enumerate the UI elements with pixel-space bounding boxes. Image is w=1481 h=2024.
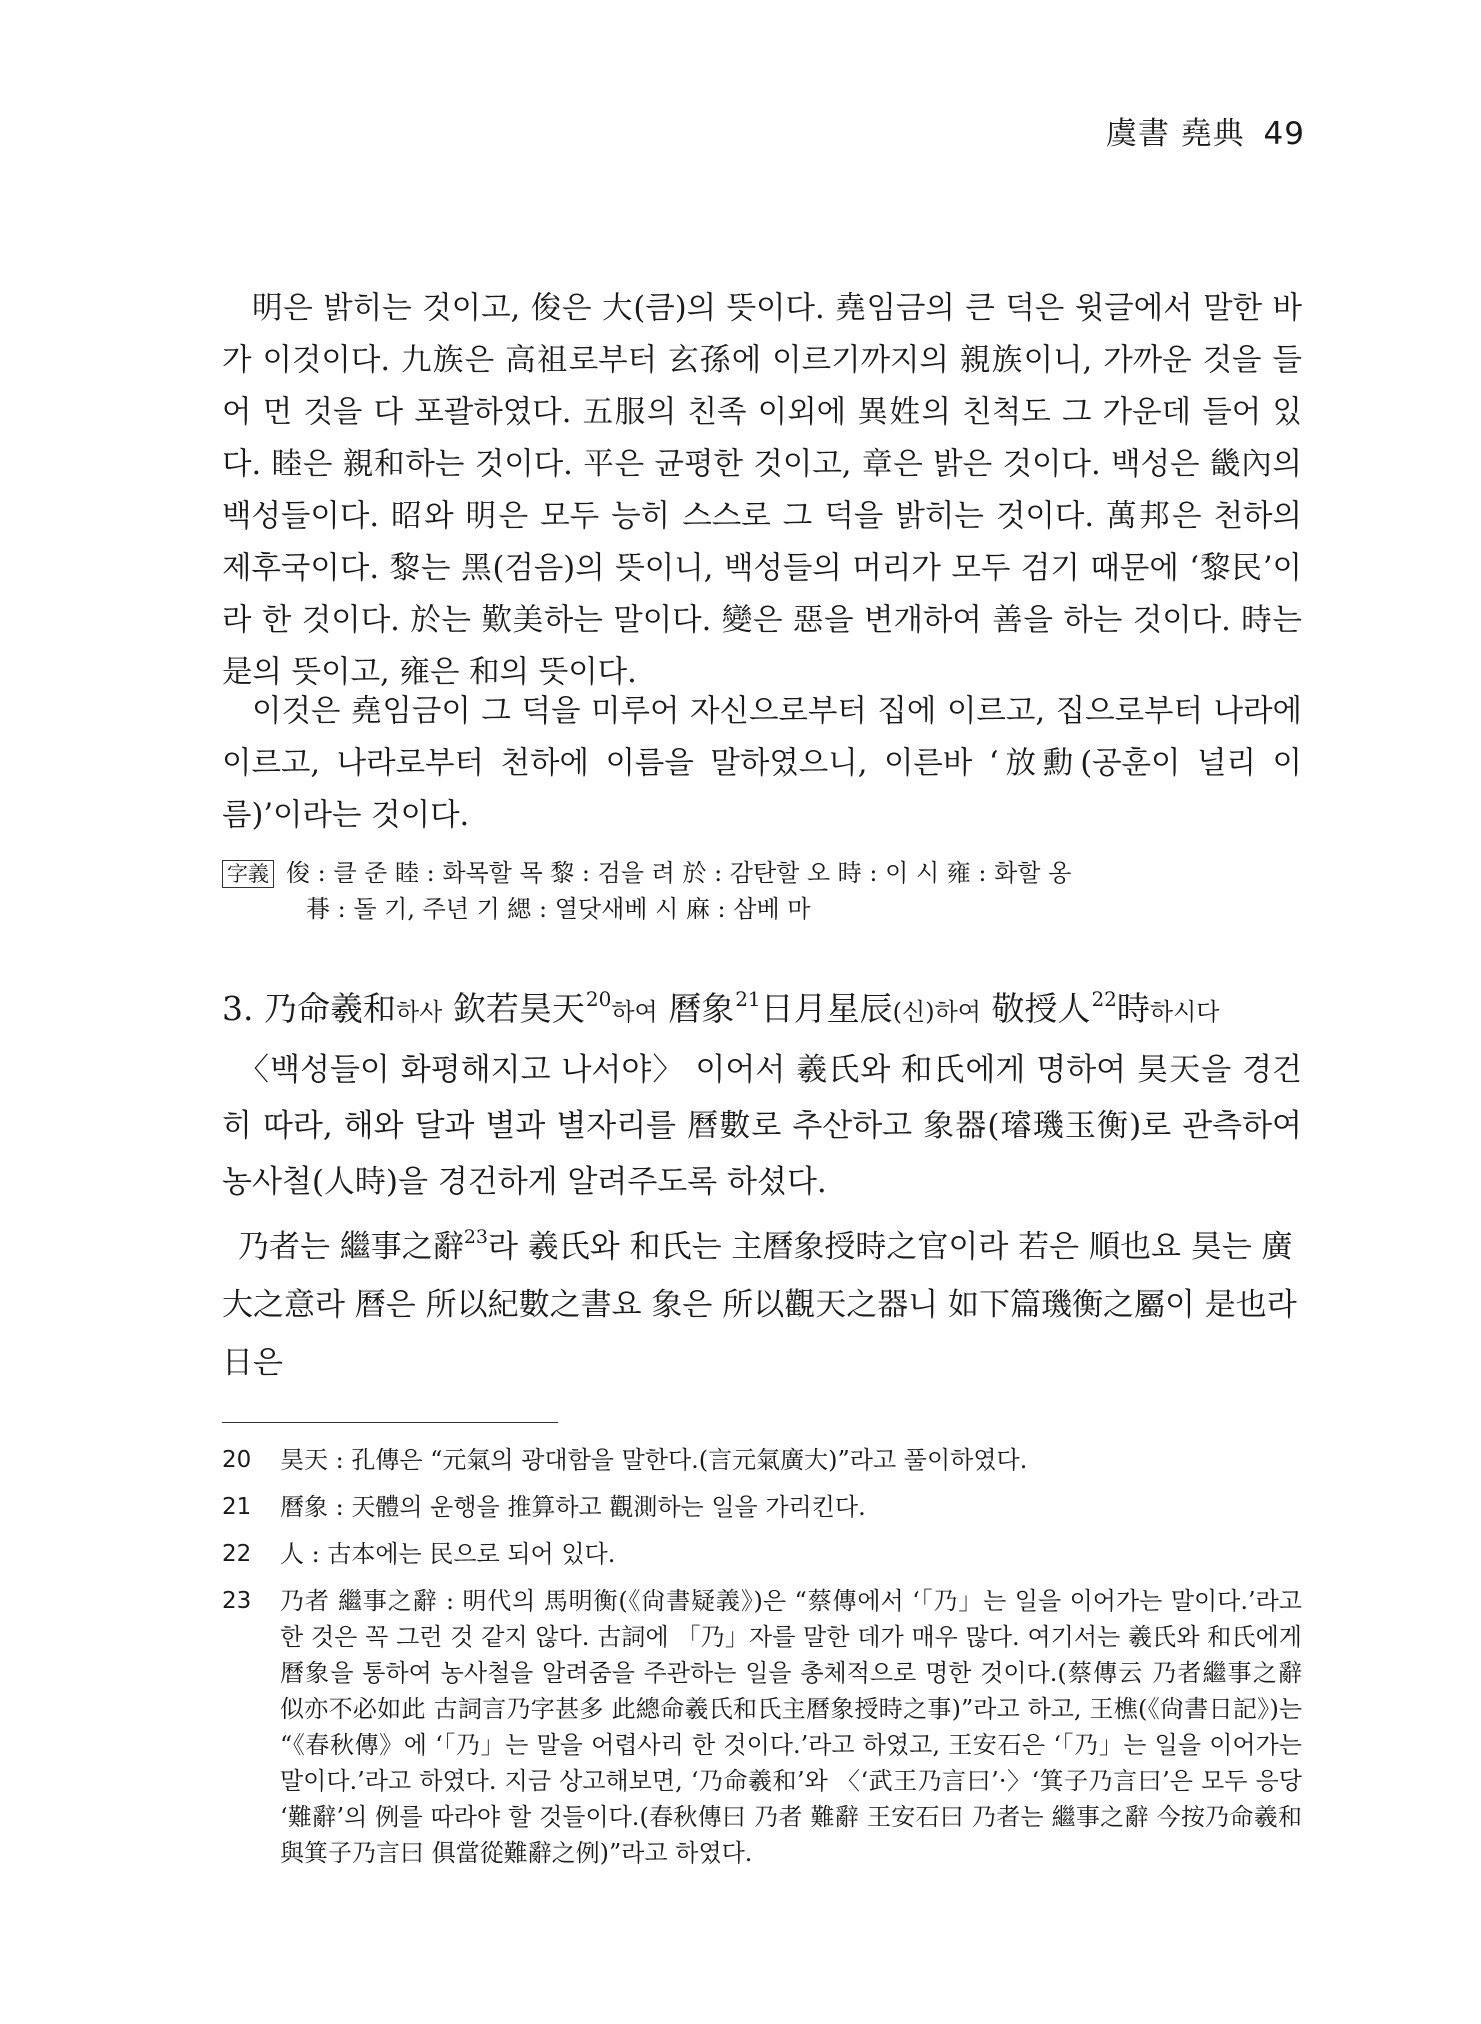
commentary-paragraph-1: 明은 밝히는 것이고, 俊은 大(큼)의 뜻이다. 堯임금의 큰 덕은 윗글에서 말한 바가 이것이다. 九族은 高祖로부터 玄孫에 이르기까지의 親族이니, 가까운 것을 들어 먼 것을 다 포괄하였다. 五服의 친족 이외에 異姓의 친척도 그 가운데 들어 있다. 睦은 親和하는 것이다. 平은 균평한 것이고, 章은 밝은 것이다. 백성은 畿內의 백성들이다. 昭와 明은 모두 능히 스스로 그 덕을 밝히는 것이다. 萬邦은 천하의 제후국이다. 黎는 黑(검음)의 뜻이니, 백성들의 머리가 모두 검기 때문에 ‘黎民’이라 한 것이다. 於는 歎美하는 말이다. 變은 惡을 변개하여 善을 하는 것이다. 時는 是의 뜻이고, 雍은 和의 뜻이다.	[222, 291, 1302, 690]
running-title: 虞書 堯典	[1105, 116, 1245, 152]
section-heading	[222, 977, 1322, 1034]
heading-text-6: 時	[1116, 989, 1150, 1028]
footnote-number: 22	[222, 1541, 252, 1567]
heading-text-1: 乃命羲和	[264, 989, 396, 1028]
footnote-text: 乃者 繼事之辭 : 明代의 馬明衡(《尙書疑義》)은 “蔡傳에서 ‘「乃」는 일을 이어가는 말이다.’라고 한 것은 꼭 그런 것 같지 않다. 古詞에 「乃」자를 말한 데가 매우 많다. 여기서는 羲氏와 和氏에게 曆象을 통하여 농사철을 알려줌을 주관하는 일을 총체적으로 명한 것이다.(蔡傳云 乃者繼事之辭 似亦不必如此 古詞言乃字甚多 此總命羲氏和氏主曆象授時之事)”라고 하고, 王樵(《尙書日記》)는 “《春秋傳》에 ‘「乃」는 말을 어렵사리 한 것이다.’라고 하였고, 王安石은 ‘「乃」는 일을 이어가는 말이다.’라고 하였다. 지금 상고해보면, ‘乃命羲和’와 〈‘武王乃言曰’·〉‘箕子乃言曰’은 모두 응당 ‘難辭’의 例를 따라야 할 것들이다.(春秋傳曰 乃者 難辭 王安石曰 乃者는 繼事之辭 今按乃命羲和與箕子乃言曰 俱當從難辭之例)”라고 하였다.	[280, 1587, 1302, 1867]
heading-text-4: 日月星辰	[760, 989, 893, 1028]
character-gloss	[222, 855, 1322, 927]
gloss-line-2: 朞 : 돌 기, 주년 기 緦 : 열닷새베 시 麻 : 삼베 마	[306, 895, 811, 923]
gloss-label: 字義	[222, 860, 274, 888]
running-header	[1106, 108, 1305, 153]
footnote-text: 人 : 古本에는 民으로 되어 있다.	[280, 1540, 616, 1568]
footnote-number: 20	[222, 1447, 252, 1473]
heading-text-5: 敬授人	[991, 989, 1091, 1028]
page-number: 49	[1263, 116, 1305, 152]
footnote-text: 曆象 : 天體의 운행을 推算하고 觀測하는 일을 가리킨다.	[280, 1493, 866, 1521]
commentary-part-2: 라 羲氏와 和氏는 主曆象授時之官이라 若은 順也요 昊는 廣大之意라 曆은 所以紀數之書요 象은 所以觀天之器니 如下篇璣衡之屬이 是也라 日은	[222, 1229, 1297, 1381]
footnote-divider	[222, 1422, 558, 1423]
heading-suffix-4: 하시다	[1149, 998, 1220, 1026]
heading-suffix-2: 하여	[611, 998, 658, 1026]
footnote-21	[222, 1489, 1302, 1525]
footnote-text: 昊天 : 孔傳은 “元氣의 광대함을 말한다.(言元氣廣大)”라고 풀이하였다.	[280, 1446, 1028, 1474]
gloss-line-1: 俊 : 클 준 睦 : 화목할 목 黎 : 검을 려 於 : 감탄할 오 時 : 이 시 雍 : 화할 옹	[286, 859, 1072, 887]
heading-text-2: 欽若昊天	[452, 989, 585, 1028]
footnote-number: 23	[222, 1588, 252, 1614]
heading-suffix-3: (신)하여	[892, 998, 981, 1026]
footnote-number: 21	[222, 1494, 252, 1520]
section-number: 3.	[222, 989, 254, 1028]
translation-paragraph: 〈백성들이 화평해지고 나서야〉 이어서 羲氏와 和氏에게 명하여 昊天을 경건히 따라, 해와 달과 별과 별자리를 曆數로 추산하고 象器(璿璣玉衡)로 관측하여 농사철(人時)을 경건하게 알려주도록 하셨다.	[222, 1052, 1302, 1200]
commentary-part-1: 乃者는 繼事之辭	[238, 1229, 464, 1265]
heading-suffix-1: 하사	[396, 998, 443, 1026]
commentary-paragraph-2: 이것은 堯임금이 그 덕을 미루어 자신으로부터 집에 이르고, 집으로부터 나라에 이르고, 나라로부터 천하에 이름을 말하였으니, 이른바 ‘放勳(공훈이 널리 이름)’이라는 것이다.	[222, 694, 1302, 833]
heading-text-3: 曆象	[668, 989, 735, 1028]
footnote-22	[222, 1536, 1302, 1572]
footnote-ref-23: 23	[463, 1226, 488, 1248]
footnote-ref-20: 20	[585, 987, 612, 1011]
footnote-ref-22: 22	[1091, 987, 1117, 1011]
footnote-ref-21: 21	[735, 987, 761, 1011]
footnote-23	[222, 1583, 1302, 1871]
footnote-20	[222, 1442, 1302, 1478]
classical-commentary	[222, 1208, 1302, 1392]
